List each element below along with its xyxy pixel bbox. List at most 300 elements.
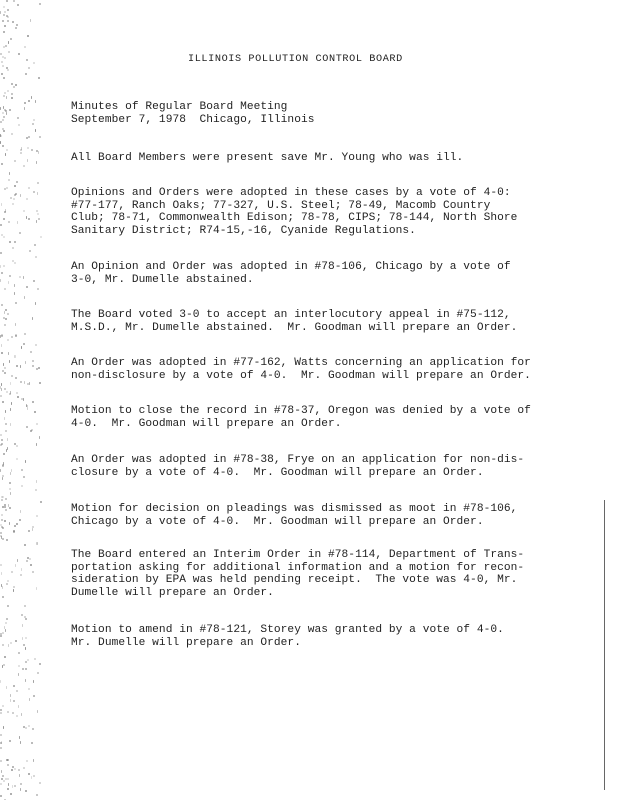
scan-speck — [16, 365, 18, 367]
scan-speck — [38, 367, 40, 369]
scan-speck — [28, 725, 30, 727]
scan-speck — [28, 218, 30, 220]
scan-speck — [0, 760, 2, 762]
scan-speck — [13, 685, 15, 687]
scan-speck — [34, 411, 36, 413]
scan-speck — [1, 770, 2, 773]
scan-speck — [9, 360, 10, 363]
scan-speck — [3, 780, 5, 782]
scan-speck — [12, 712, 14, 714]
scan-speck — [5, 629, 6, 632]
paragraph-line: #77-177, Ranch Oaks; 77-327, U.S. Steel; 78-49, Macomb Country — [71, 199, 491, 212]
paragraph-line: The Board voted 3-0 to accept an interlocutory appeal in #75-112, — [71, 309, 511, 321]
scan-speck — [1, 388, 2, 391]
scan-speck — [0, 747, 2, 749]
scan-speck — [38, 77, 40, 79]
scan-speck — [27, 659, 29, 661]
scan-speck — [18, 53, 20, 55]
scan-speck — [39, 663, 41, 665]
scan-speck — [22, 637, 23, 640]
scan-speck — [15, 323, 16, 326]
scan-speck — [14, 525, 16, 527]
paragraph-78-106 — [71, 261, 601, 286]
scan-speck — [3, 130, 5, 132]
scan-speck — [29, 558, 31, 560]
scan-speck — [6, 67, 8, 69]
paragraph-77-162 — [71, 357, 601, 382]
scan-speck — [0, 783, 2, 785]
scan-speck — [25, 661, 27, 663]
scan-speck — [4, 311, 5, 314]
scan-speck — [9, 488, 11, 490]
scan-speck — [18, 652, 20, 654]
scan-speck — [14, 284, 15, 287]
scan-speck — [32, 528, 33, 531]
scan-speck — [33, 191, 35, 193]
scan-speck — [1, 73, 3, 75]
scan-speck — [22, 624, 23, 627]
scan-speck — [11, 133, 13, 135]
paragraph-line: Motion to amend in #78-121, Storey was granted by a vote of 4-0. — [71, 624, 504, 636]
scan-speck — [32, 571, 34, 573]
paragraph-78-38 — [71, 454, 601, 479]
scan-speck — [25, 790, 27, 792]
scan-speck — [6, 96, 7, 99]
scan-speck — [37, 672, 39, 674]
scan-speck — [11, 571, 13, 573]
scan-speck — [36, 587, 37, 590]
scan-speck — [14, 768, 16, 770]
scan-speck — [10, 382, 11, 385]
scan-speck — [28, 100, 30, 102]
scan-speck — [1, 383, 2, 386]
paragraph-78-114 — [71, 549, 601, 599]
scan-speck — [0, 134, 1, 137]
scan-speck — [13, 586, 15, 588]
scan-speck — [24, 102, 26, 104]
scan-speck — [25, 679, 26, 682]
scan-speck — [28, 136, 30, 138]
scan-speck — [18, 124, 20, 126]
scan-speck — [37, 213, 39, 215]
scan-speck — [1, 163, 3, 165]
scan-speck — [14, 292, 15, 295]
scan-speck — [38, 151, 39, 154]
scan-speck — [20, 365, 21, 368]
scan-speck — [6, 539, 8, 541]
scan-speck — [6, 618, 8, 620]
scan-speck — [25, 361, 26, 364]
scan-speck — [40, 501, 42, 503]
scan-speck — [5, 209, 6, 212]
scan-speck — [28, 688, 30, 690]
scan-speck — [5, 309, 7, 311]
scan-speck — [15, 334, 17, 336]
scan-speck — [0, 524, 2, 526]
scan-speck — [4, 57, 6, 59]
scan-speck — [4, 372, 6, 374]
scan-speck — [8, 783, 9, 786]
scan-speck — [28, 530, 30, 532]
paragraph-75-112 — [71, 309, 601, 334]
scan-speck — [15, 27, 17, 29]
scan-speck — [35, 129, 36, 132]
scan-speck — [39, 3, 41, 5]
scan-speck — [16, 24, 18, 26]
scan-speck — [4, 506, 6, 508]
paragraph-line: All Board Members were present save Mr. Young who was ill. — [71, 152, 464, 164]
scan-speck — [8, 179, 10, 181]
scan-speck — [39, 382, 41, 384]
scan-speck — [3, 726, 4, 729]
scan-speck — [26, 137, 28, 139]
scan-speck — [11, 83, 13, 85]
scan-speck — [8, 51, 10, 53]
scan-speck — [20, 381, 22, 383]
scan-speck — [1, 203, 2, 206]
scan-speck — [23, 476, 25, 478]
scan-speck — [1, 344, 2, 347]
scan-speck — [9, 482, 11, 484]
scan-speck — [5, 622, 7, 624]
scan-speck — [25, 73, 27, 75]
scan-speck — [14, 241, 16, 243]
scan-speck — [9, 740, 11, 742]
scan-speck — [33, 680, 34, 683]
scan-speck — [35, 489, 37, 491]
paragraph-line: Sanitary District; R74-15,-16, Cyanide Regulations. — [71, 224, 416, 237]
scan-speck — [3, 6, 5, 8]
scan-speck — [11, 97, 13, 99]
scan-speck — [37, 288, 39, 290]
scan-speck — [26, 405, 28, 407]
scan-speck — [14, 785, 16, 787]
scan-speck — [10, 642, 12, 644]
paragraph-line: Opinions and Orders were adopted in these cases by a vote of 4-0: — [71, 187, 511, 199]
scan-speck — [25, 727, 27, 729]
scan-speck — [1, 514, 3, 516]
paragraph-line: An Opinion and Order was adopted in #78-106, Chicago by a vote of — [71, 261, 511, 273]
scan-speck — [16, 523, 18, 525]
scan-speck — [3, 218, 5, 220]
scan-speck — [4, 288, 6, 290]
paragraph-line: 3-0, Mr. Dumelle abstained. — [71, 273, 254, 286]
scan-speck — [36, 515, 38, 517]
scan-speck — [33, 119, 35, 121]
scan-speck — [15, 377, 17, 379]
scan-speck — [38, 218, 40, 220]
scan-speck — [36, 161, 37, 164]
scan-speck — [37, 192, 38, 195]
scan-speck — [3, 453, 5, 455]
scan-speck — [3, 77, 5, 79]
scan-speck — [17, 396, 19, 398]
scan-speck — [4, 656, 6, 658]
scan-speck — [39, 436, 40, 439]
document-title: ILLINOIS POLLUTION CONTROL BOARD — [188, 54, 403, 65]
scan-speck — [10, 699, 11, 702]
scan-speck — [1, 334, 3, 336]
scan-edge-noise — [0, 0, 42, 800]
scan-speck — [9, 507, 11, 509]
scan-speck — [0, 469, 1, 472]
scan-speck — [15, 355, 16, 358]
scan-speck — [2, 475, 4, 477]
scan-speck — [4, 324, 6, 326]
scan-speck — [6, 0, 8, 2]
scan-speck — [19, 232, 21, 234]
scan-speck — [32, 728, 34, 730]
scan-speck — [6, 391, 8, 393]
scan-speck — [20, 574, 22, 576]
scan-speck — [3, 31, 5, 33]
scan-speck — [23, 276, 24, 279]
scan-speck — [20, 510, 21, 513]
scan-speck — [36, 368, 38, 370]
scan-speck — [0, 53, 2, 55]
scan-speck — [9, 241, 11, 243]
scan-speck — [31, 96, 32, 99]
scan-speck — [37, 182, 39, 184]
scan-speck — [0, 252, 2, 254]
scan-speck — [28, 773, 30, 775]
scan-speck — [24, 616, 26, 618]
scan-speck — [37, 710, 38, 713]
paragraph-pleadings — [71, 503, 601, 528]
scan-speck — [10, 694, 11, 697]
scan-speck — [15, 564, 16, 567]
scan-speck — [27, 147, 29, 149]
scan-speck — [21, 485, 23, 487]
scan-speck — [29, 250, 31, 252]
scan-speck — [7, 313, 9, 315]
scan-speck — [9, 172, 10, 175]
scan-speck — [2, 586, 3, 589]
scan-speck — [7, 438, 8, 441]
scan-speck — [1, 439, 3, 441]
scan-speck — [4, 520, 6, 522]
scan-speck — [15, 302, 17, 304]
scan-speck — [26, 59, 28, 61]
scan-speck — [23, 644, 25, 646]
scan-speck — [0, 564, 2, 566]
scan-speck — [5, 423, 7, 425]
scan-speck — [10, 408, 11, 411]
scan-speck — [40, 236, 42, 238]
paragraph-line: Dumelle will prepare an Order. — [71, 586, 274, 599]
scan-speck — [16, 181, 18, 183]
scan-speck — [36, 423, 38, 425]
scan-speck — [33, 759, 34, 762]
scan-speck — [10, 197, 12, 199]
scan-speck — [35, 302, 36, 305]
scan-speck — [26, 216, 27, 219]
scan-speck — [25, 647, 26, 650]
scan-speck — [5, 318, 7, 320]
scan-speck — [7, 711, 9, 713]
paragraph-opinions — [71, 187, 601, 237]
scan-speck — [39, 136, 41, 138]
scan-speck — [7, 90, 9, 92]
scan-speck — [10, 38, 12, 40]
meeting-header — [71, 101, 601, 126]
scan-speck — [7, 605, 9, 607]
scan-speck — [23, 726, 25, 728]
scan-speck — [2, 119, 4, 121]
scan-speck — [11, 93, 13, 95]
scan-speck — [1, 536, 2, 539]
scan-speck — [0, 712, 2, 714]
scan-speck — [26, 198, 28, 200]
scan-speck — [33, 695, 35, 697]
scan-speck — [26, 760, 28, 762]
scan-speck — [18, 665, 20, 667]
scan-speck — [16, 392, 18, 394]
scan-speck — [8, 281, 9, 284]
scan-speck — [37, 542, 38, 545]
scan-speck — [1, 61, 3, 63]
scan-speck — [6, 187, 8, 189]
scan-speck — [2, 145, 4, 147]
scan-speck — [10, 492, 11, 495]
scan-speck — [30, 351, 32, 353]
scan-speck — [21, 568, 22, 571]
paragraph-line: non-disclosure by a vote of 4-0. Mr. Goodman will prepare an Order. — [71, 369, 531, 382]
scan-right-edge-line — [604, 500, 605, 790]
scan-speck — [5, 153, 6, 156]
scan-speck — [13, 589, 14, 592]
scan-speck — [5, 430, 7, 432]
scan-speck — [2, 705, 4, 707]
scan-speck — [2, 65, 4, 67]
scan-speck — [1, 519, 3, 521]
paragraph-78-37 — [71, 405, 601, 430]
scan-speck — [13, 198, 15, 200]
scan-speck — [1, 443, 3, 445]
scan-speck — [21, 614, 23, 616]
scan-speck — [24, 544, 26, 546]
scan-speck — [26, 426, 28, 428]
scan-speck — [0, 709, 2, 711]
scan-speck — [31, 149, 33, 151]
scan-speck — [10, 472, 11, 475]
scan-speck — [14, 262, 16, 264]
scan-speck — [1, 499, 3, 501]
paragraph-line: 4-0. Mr. Goodman will prepare an Order. — [71, 417, 342, 430]
scan-speck — [0, 11, 1, 14]
scan-speck — [20, 788, 21, 791]
header-line-date: September 7, 1978 Chicago, Illinois — [71, 113, 315, 126]
scan-speck — [28, 67, 30, 69]
scan-speck — [36, 443, 37, 446]
scan-speck — [16, 715, 18, 717]
scan-speck — [26, 560, 28, 562]
scan-speck — [12, 21, 14, 23]
scan-speck — [3, 46, 5, 48]
scan-speck — [2, 401, 4, 403]
scan-speck — [4, 417, 5, 420]
scan-speck — [7, 339, 9, 341]
scan-speck — [30, 564, 32, 566]
scan-speck — [32, 401, 34, 403]
paragraph-line: Chicago by a vote of 4-0. Mr. Goodman will prepare an Order. — [71, 515, 484, 528]
scan-speck — [0, 532, 2, 534]
scan-speck — [0, 395, 2, 397]
scan-speck — [39, 782, 41, 784]
scan-speck — [14, 160, 16, 162]
scan-speck — [16, 458, 18, 460]
scan-speck — [15, 335, 17, 337]
scan-speck — [11, 769, 13, 771]
scan-speck — [7, 580, 9, 582]
scan-speck — [32, 526, 34, 528]
scan-speck — [18, 769, 20, 771]
scan-speck — [25, 668, 27, 670]
scan-speck — [3, 95, 5, 97]
scan-speck — [20, 741, 21, 744]
scan-speck — [31, 776, 32, 779]
scan-speck — [2, 538, 4, 540]
scan-speck — [0, 121, 2, 123]
scan-speck — [25, 637, 27, 639]
scan-speck — [8, 221, 10, 223]
scan-speck — [0, 742, 2, 744]
scan-speck — [36, 210, 38, 212]
paragraph-line: Club; 78-71, Commonwealth Edison; 78-78, CIPS; 78-144, North Shore — [71, 212, 518, 225]
scan-speck — [27, 159, 28, 162]
scan-speck — [2, 20, 4, 22]
scan-speck — [6, 686, 7, 689]
scan-speck — [35, 256, 37, 258]
scan-speck — [3, 14, 5, 16]
scan-speck — [21, 346, 22, 349]
scan-speck — [20, 152, 22, 154]
scan-speck — [9, 393, 11, 395]
scan-speck — [1, 352, 3, 354]
scan-speck — [7, 20, 9, 22]
paragraph-line: sideration by EPA was held pending receipt. The vote was 4-0, Mr. — [71, 574, 518, 587]
scan-speck — [20, 194, 21, 197]
scan-speck — [7, 16, 9, 18]
scan-speck — [24, 46, 26, 48]
scan-speck — [13, 700, 15, 702]
paragraph-attendance — [71, 152, 601, 165]
scan-speck — [2, 464, 4, 466]
scan-speck — [10, 423, 11, 426]
scan-speck — [5, 410, 6, 413]
scan-speck — [1, 572, 2, 575]
scan-speck — [29, 698, 30, 701]
paragraph-line: M.S.D., Mr. Dumelle abstained. Mr. Goodman will prepare an Order. — [71, 321, 518, 334]
scan-speck — [29, 382, 30, 385]
paragraph-line: Motion for decision on pleadings was dismissed as moot in #78-106, — [71, 503, 518, 515]
paragraph-line: Motion to close the record in #78-37, Oregon was denied by a vote of — [71, 405, 531, 417]
scan-speck — [2, 527, 4, 529]
scan-speck — [12, 247, 14, 249]
scan-speck — [26, 286, 28, 288]
scan-speck — [11, 336, 13, 338]
scan-speck — [23, 210, 25, 212]
scan-speck — [32, 123, 34, 125]
scan-speck — [9, 522, 10, 525]
scan-speck — [17, 559, 18, 562]
scan-speck — [22, 668, 24, 670]
scan-speck — [24, 605, 26, 607]
scan-speck — [4, 92, 6, 94]
scan-speck — [32, 317, 33, 320]
scan-speck — [6, 149, 8, 151]
scan-speck — [10, 793, 12, 795]
